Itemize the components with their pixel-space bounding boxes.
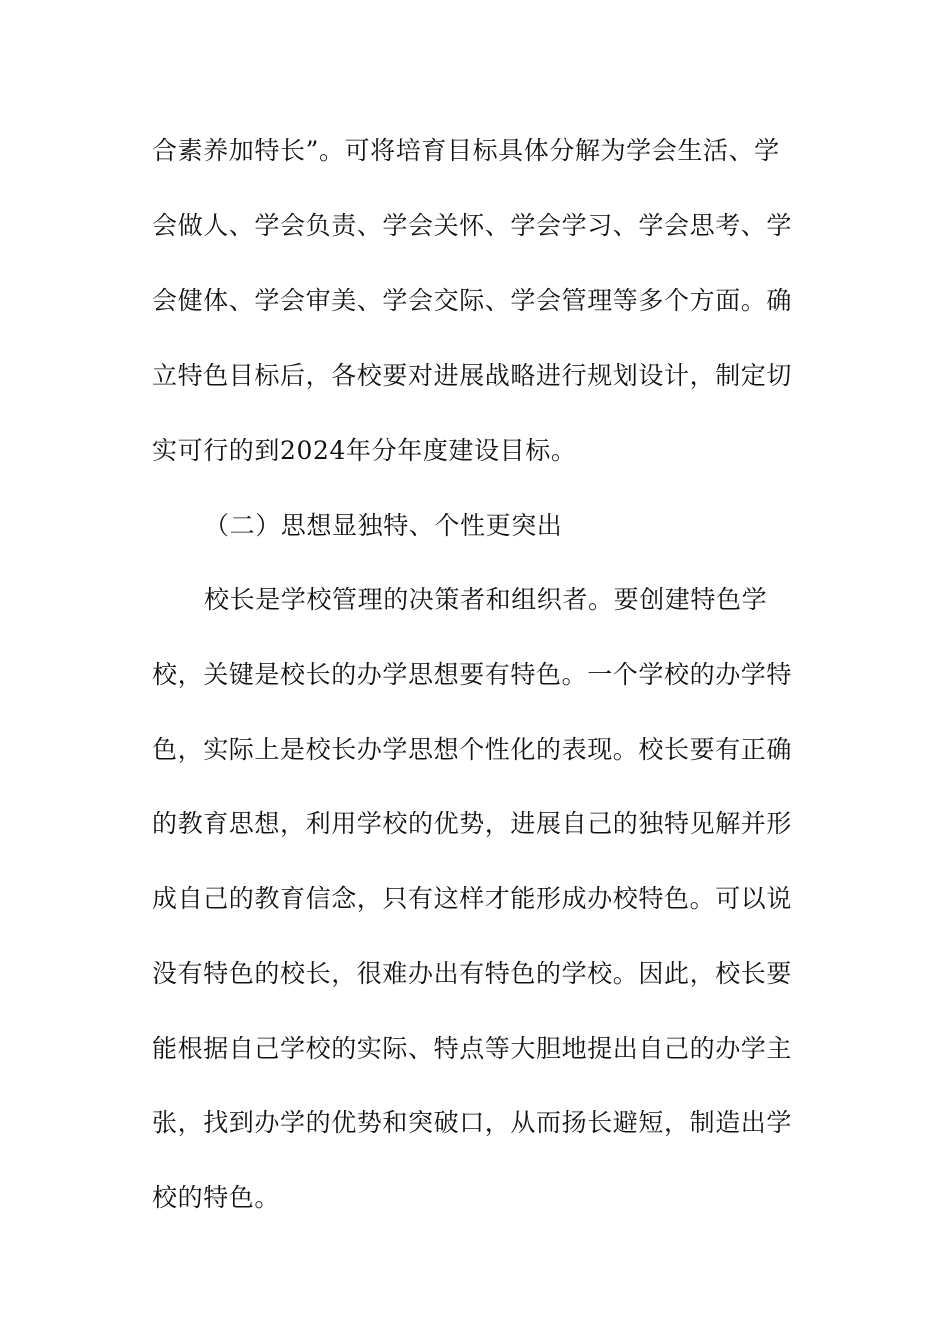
- paragraph-line: 能根据自己学校的实际、特点等大胆地提出自己的办学主: [152, 1034, 793, 1063]
- paragraph-line: 会健体、学会审美、学会交际、学会管理等多个方面。确: [152, 286, 793, 315]
- paragraph-line: 校，关键是校长的办学思想要有特色。一个学校的办学特: [152, 660, 793, 689]
- paragraph-line: 张，找到办学的优势和突破口，从而扬长避短，制造出学: [152, 1108, 793, 1137]
- paragraph-line: 的教育思想，利用学校的优势，进展自己的独特见解并形: [152, 809, 793, 838]
- paragraph-line: 色，实际上是校长办学思想个性化的表现。校长要有正确: [152, 735, 793, 764]
- paragraph-line: 没有特色的校长，很难办出有特色的学校。因此，校长要: [152, 959, 793, 988]
- section-heading: （二）思想显独特、个性更突出: [204, 511, 563, 540]
- paragraph-line: 会做人、学会负责、学会关怀、学会学习、学会思考、学: [152, 211, 793, 240]
- paragraph-line: 实可行的到2024年分年度建设目标。: [152, 436, 577, 465]
- paragraph-line: 校长是学校管理的决策者和组织者。要创建特色学: [204, 585, 768, 614]
- paragraph-line: 立特色目标后，各校要对进展战略进行规划设计，制定切: [152, 361, 793, 390]
- paragraph-line: 校的特色。: [152, 1183, 281, 1212]
- paragraph-line: 合素养加特长”。可将培育目标具体分解为学会生活、学: [152, 136, 780, 165]
- paragraph-line: 成自己的教育信念，只有这样才能形成办校特色。可以说: [152, 884, 793, 913]
